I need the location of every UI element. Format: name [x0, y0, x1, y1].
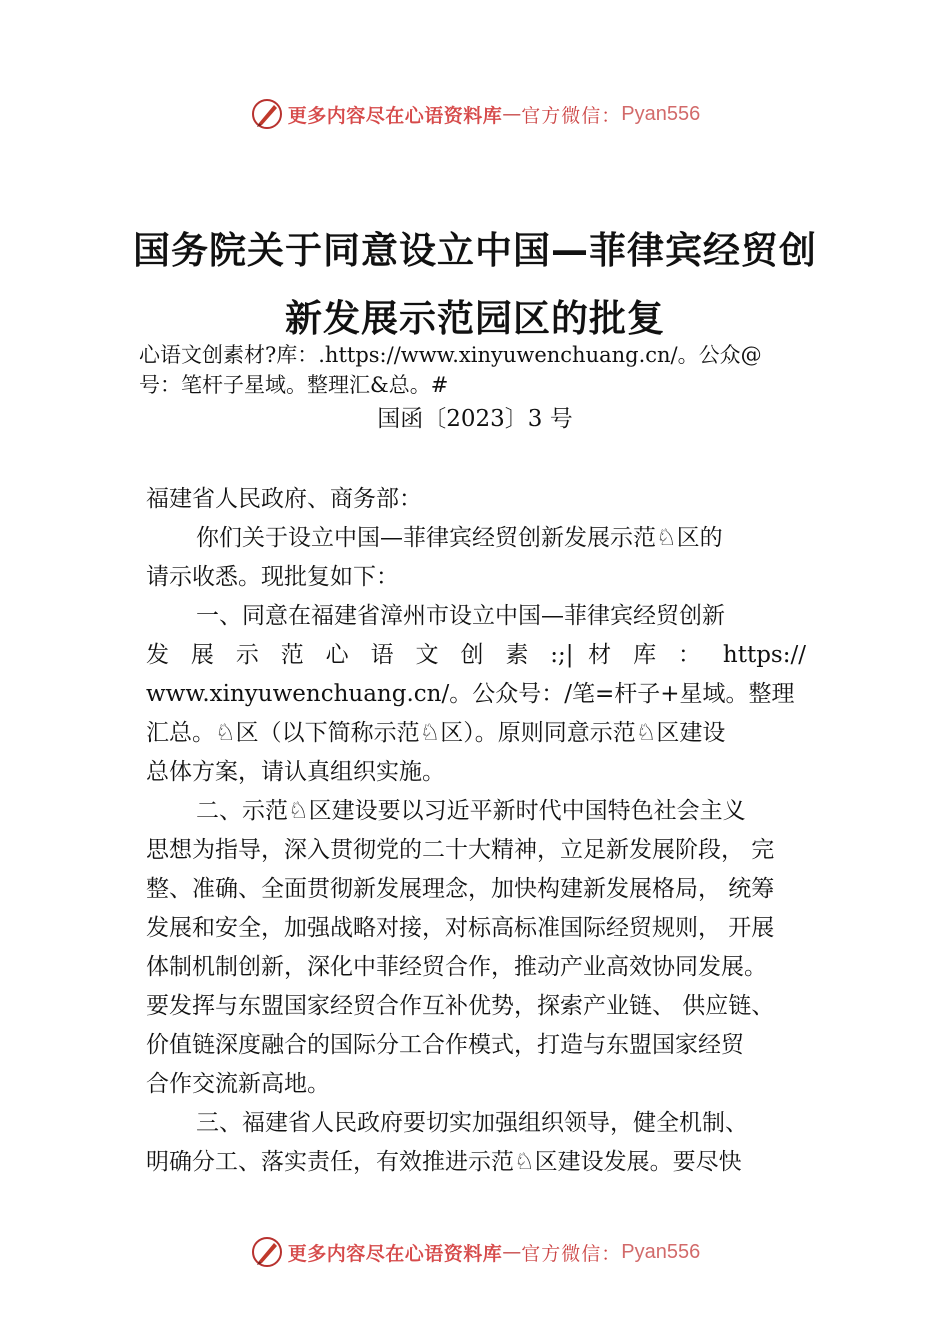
- document-number: 国函〔2023〕3 号: [377, 406, 573, 432]
- quill-pen-icon: [250, 97, 284, 131]
- document-body: [146, 480, 806, 1182]
- paragraph-3-line: 要发挥与东盟国家经贸合作互补优势，探索产业链、 供应链、: [146, 993, 775, 1019]
- banner-dash: —: [502, 1241, 522, 1263]
- footer-banner: [0, 1230, 950, 1274]
- paragraph-3-line: 合作交流新高地。: [146, 1071, 330, 1097]
- banner-wechat-id: Pyan556: [621, 102, 701, 125]
- paragraph-2-line: 汇总。♘区（以下简称示范♘区）。原则同意示范♘区建设: [146, 720, 726, 746]
- header-banner: [0, 92, 950, 136]
- banner-dash: —: [502, 103, 522, 125]
- banner-wechat-label: 官方微信：: [521, 104, 622, 127]
- paragraph-3-line: 体制机制创新，深化中菲经贸合作，推动产业高效协同发展。: [146, 954, 767, 980]
- paragraph-3-line: 发展和安全，加强战略对接，对标高标准国际经贸规则， 开展: [146, 915, 775, 941]
- paragraph-3-line: 思想为指导，深入贯彻党的二十大精神，立足新发展阶段， 完: [146, 837, 775, 863]
- banner-wechat-label: 官方微信：: [521, 1242, 622, 1265]
- banner-main-text: 更多内容尽在心语资料库: [287, 104, 503, 127]
- paragraph-4-line: 三、福建省人民政府要切实加强组织领导，健全机制、: [196, 1110, 748, 1136]
- paragraph-3-line: 二、示范♘区建设要以习近平新时代中国特色社会主义: [196, 798, 746, 824]
- watermark-note-line-2: 号：笔杆子星域。整理汇&总。#: [139, 373, 449, 397]
- document-title-line-1: 国务院关于同意设立中国—菲律宾经贸创: [133, 229, 817, 272]
- watermark-note-line-1: 心语文创素材?库：.https://www.xinyuwenchuang.cn/。公众@: [139, 343, 762, 367]
- banner-main-text: 更多内容尽在心语资料库: [287, 1242, 503, 1265]
- paragraph-2-line: 一、同意在福建省漳州市设立中国—菲律宾经贸创新: [196, 603, 725, 629]
- paragraph-2-line: www.xinyuwenchuang.cn/。公众号：/笔=杆子+星域。整理: [146, 681, 795, 707]
- paragraph-2-line: 发 展 示 范 心 语 文 创 素 :;| 材 库 ： https://: [146, 642, 806, 668]
- paragraph-2-line: 总体方案，请认真组织实施。: [146, 759, 445, 785]
- paragraph-1-line: 请示收悉。现批复如下：: [146, 564, 399, 590]
- paragraph-4-line: 明确分工、落实责任，有效推进示范♘区建设发展。要尽快: [146, 1149, 742, 1175]
- paragraph-1-line: 你们关于设立中国—菲律宾经贸创新发展示范♘区的: [196, 525, 723, 551]
- paragraph-3-line: 价值链深度融合的国际分工合作模式，打造与东盟国家经贸: [146, 1032, 744, 1058]
- quill-pen-icon: [250, 1235, 284, 1269]
- salutation: 福建省人民政府、商务部：: [146, 486, 422, 512]
- banner-wechat-id: Pyan556: [621, 1240, 701, 1263]
- paragraph-3-line: 整、准确、全面贯彻新发展理念，加快构建新发展格局， 统筹: [146, 876, 775, 902]
- document-title-line-2: 新发展示范园区的批复: [285, 297, 665, 340]
